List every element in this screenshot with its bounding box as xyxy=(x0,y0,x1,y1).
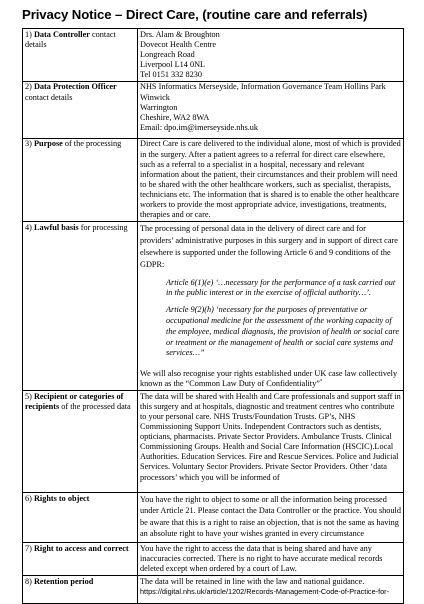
address-line: Longreach Road xyxy=(140,49,195,59)
table-row xyxy=(23,29,404,82)
email-line: Email: dpo.im@imerseyside.nhs.uk xyxy=(140,122,259,132)
table-row xyxy=(23,222,404,391)
row-label-cell: 1) Data Controller contact details xyxy=(23,29,138,82)
retention-link[interactable]: https://digital.nhs.uk/article/1202/Records-Management-Code-of-Practice-for- xyxy=(140,586,390,596)
table-row xyxy=(23,138,404,221)
row-content-cell xyxy=(138,391,404,493)
page-title: Privacy Notice – Direct Care, (routine care and referrals) xyxy=(22,7,368,22)
row-label: Data Controller xyxy=(33,29,90,39)
row-content-cell xyxy=(138,138,404,221)
address-line: Winwick xyxy=(140,92,170,102)
row-content-cell xyxy=(138,543,404,576)
row-label: Data Protection Officer xyxy=(33,82,117,92)
table-row xyxy=(23,391,404,493)
row-label: Rights to object xyxy=(33,493,90,503)
privacy-notice-table xyxy=(22,28,404,604)
row-label-cell: 3) Purpose of the processing xyxy=(23,138,138,221)
recipients-text: The data will be shared with Health and Care professionals and support staff in this surgery and at hospitals, diagnostic and treatment centres who contribute to your personal care. NHS Trusts/Foundation Trusts. GP’s, NHS Commissioning Support Units. Independent Contractors such as dentists, opticians, pharmacists. Private Sector Providers. Ambulance Trusts. Clinical Commissioning Groups. Health and Social Care Information (HSCIC).Local Authorities. Education Services. Fire and Rescue Services. Police and Judicial Services. Voluntary Sector Providers. Private Sector Providers. Other ‘data processors’ which you will be informed of xyxy=(140,391,401,482)
footnote-mark: * xyxy=(319,379,323,385)
row-label-cell: 6) Rights to object xyxy=(23,493,138,543)
row-label: Retention period xyxy=(33,576,94,586)
row-content-cell xyxy=(138,81,404,138)
row-content-cell xyxy=(138,576,404,604)
address-line: Warrington xyxy=(140,102,178,112)
table-row xyxy=(23,81,404,138)
address-line: NHS Informatics Merseyside, Information Governance Team Hollins Park xyxy=(140,82,386,92)
address-line: Cheshire, WA2 8WA xyxy=(140,112,210,122)
article-9-quote: Article 9(2)(h) ‘necessary for the purposes of preventative or occupational medicine for the assessment of the working capacity of the employee, medical diagnosis, the provision of health or social care or treatment or the management of health or social care systems and services…” xyxy=(166,305,400,358)
table-row xyxy=(23,576,404,604)
address-line: Liverpool L14 0NL xyxy=(140,59,206,69)
common-law-text: We will also recognise your rights established under UK case law collectively known as the “Common Law Duty of Confidentiality” xyxy=(140,369,398,389)
lawful-basis-intro: The processing of personal data in the delivery of direct care and for providers’ administrative purposes in this surgery and in support of direct care elsewhere is supported under the following Article 6 and 9 conditions of the GDPR: xyxy=(140,223,398,270)
table-row xyxy=(23,543,404,576)
address-line: Drs. Alam & Broughton xyxy=(140,29,220,39)
article-6-quote: Article 6(1)(e) ‘…necessary for the performance of a task carried out in the public interest or in the exercise of official authority…’. xyxy=(166,277,396,298)
row-content-cell xyxy=(138,493,404,543)
row-label-cell: 7) Right to access and correct xyxy=(23,543,138,576)
object-rights-text: You have the right to object to some or all the information being processed under Article 21. Please contact the Data Controller or the practice. You should be aware that this is a right to raise an objection, that is not the same as having an absolute right to have your wishes granted in every circumstance xyxy=(140,494,401,539)
phone-line: Tel 0151 332 8230 xyxy=(140,69,202,79)
row-label: Purpose xyxy=(33,139,63,149)
table-row xyxy=(23,493,404,543)
row-label: Right to access and correct xyxy=(33,543,129,553)
row-content-cell xyxy=(138,222,404,391)
address-line: Dovecot Health Centre xyxy=(140,39,217,49)
row-label: Recipient or categories of recipients xyxy=(25,391,124,411)
retention-text: The data will be retained in line with the law and national guidance. xyxy=(140,576,365,586)
row-label: Lawful basis xyxy=(33,222,79,232)
row-content-cell xyxy=(138,29,404,82)
row-label-cell: 8) Retention period xyxy=(23,576,138,604)
row-label-cell: 5) Recipient or categories of recipients of the processed data xyxy=(23,391,138,493)
purpose-text: Direct Care is care delivered to the individual alone, most of which is provided in the surgery. After a patient agrees to a referral for direct care elsewhere, such as a referral to a specialist in a hospital, necessary and relevant information about the patient, their circumstances and their problem will need to be shared with the other healthcare workers, such as specialist, therapists, technicians etc. The information that is shared is to enable the other healthcare workers to provide the most appropriate advice, investigations, treatments, therapies and or care. xyxy=(140,139,401,220)
row-label-cell: 4) Lawful basis for processing xyxy=(23,222,138,391)
access-rights-text: You have the right to access the data that is being shared and have any inaccuracies corrected. There is no right to have accurate medical records deleted except when ordered by a court of Law. xyxy=(140,543,383,573)
row-label-cell: 2) Data Protection Officer contact details xyxy=(23,81,138,138)
